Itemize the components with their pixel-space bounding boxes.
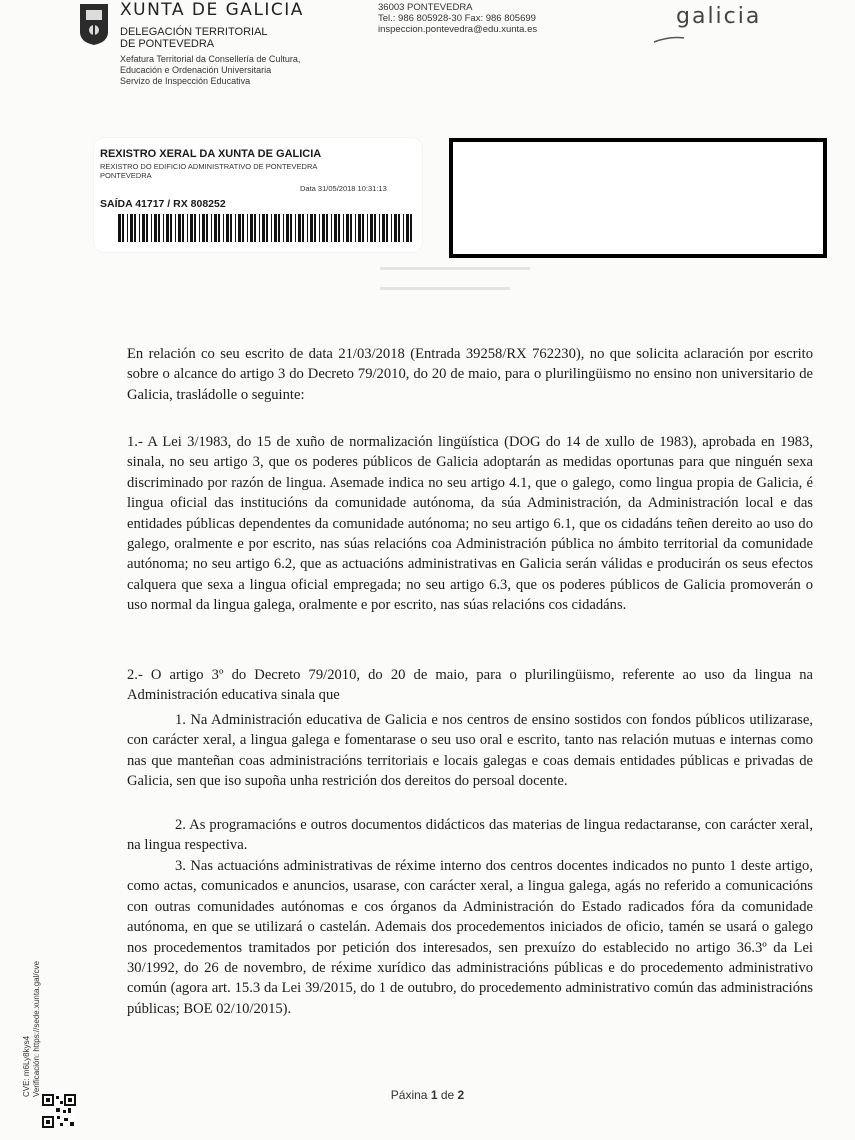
page-total: 2 (457, 1088, 465, 1102)
unit-line-1: Xefatura Territorial da Consellería de Cultura, (120, 54, 301, 64)
qr-code-icon (42, 1094, 76, 1128)
point-1-paragraph: 1.- A Lei 3/1983, do 15 de xuño de normalización lingüística (DOG do 14 de xullo de 1983), aprobada en 1983, sinala, no seu artigo 3, que os poderes públicos de Galicia adoptarán as medidas oportunas para que ninguén sexa discriminado por razón de lingua. Asemade indica no seu artigo 4.1, que o galego, como lingua propia de Galicia, é lingua oficial das institucións da comunidade autónoma, da súa Administración, da Administración local e das entidades públicas dependentes da comunidade autónoma; no seu artigo 6.1, que os cidadáns teñen dereito ao uso do galego, oralmente e por escrito, nas súas relacións coa Administración pública no ámbito territorial da comunidade autónoma; no seu artigo 6.2, que as actuacións administrativas en Galicia serán válidas e producirán os seus efectos calquera que sexa a lingua oficial empregada; no seu artigo 6.3, que os poderes públicos de Galicia promoverán o uso normal da lingua galega, oralmente e por escrito, nas súas relacións cos cidadáns. (127, 434, 813, 614)
page-of: de (440, 1088, 455, 1102)
page-current: 1 (430, 1088, 438, 1102)
unit-line-3: Servizo de Inspección Educativa (120, 76, 251, 86)
delegation-name (120, 26, 268, 50)
verification-url: Verificación: https://sede.xunta.gal/cve (32, 960, 41, 1097)
stamp-date: Data 31/05/2018 10:31:13 (300, 184, 387, 193)
page-number (0, 1088, 855, 1102)
stamp-code: SAÍDA 41717 / RX 808252 (100, 198, 226, 210)
verification-vertical-text (22, 937, 46, 1097)
org-title: XUNTA DE GALICIA (120, 0, 304, 20)
cve-code: CVE: m6Ly8kys4 (22, 1035, 31, 1097)
unit-line-2: Educación e Ordenación Universitaria (120, 65, 272, 75)
galicia-logo: galicia (676, 4, 762, 29)
article-3-item-1: 1. Na Administración educativa de Galicia e nos centros de ensino sostidos con fondos públicos utilizarase, con carácter xeral, a lingua galega e fomentarase o seu uso oral e escrito, tanto nas relación mutuas e internas como nas que manteñan coas administracións territoriais e locais galegas e coas demais entidades públicas e privadas de Galicia, sen que iso supoña unha restrición dos dereitos do persoal docente. (127, 712, 813, 790)
stamp-subtitle (100, 162, 400, 180)
address-email: inspeccion.pontevedra@edu.xunta.es (378, 24, 538, 35)
stamp-subtitle-line-2: PONTEVEDRA (100, 171, 152, 180)
article-3-item-2: 2. As programacións e outros documentos didácticos das materias de lingua redactaranse, con carácter xeral, na lingua respectiva. (127, 817, 813, 854)
unit-name (120, 54, 300, 87)
address-block (378, 2, 537, 35)
delegation-line-2: DE PONTEVEDRA (120, 38, 215, 50)
galicia-swoosh-icon (650, 22, 750, 46)
page-word: Páxina (390, 1088, 428, 1102)
redacted-recipient-box (449, 138, 827, 258)
article-3-item-3: 3. Nas actuacións administrativas de réxime interno dos centros docentes indicados no punto 1 deste artigo, como actas, comunicados e anuncios, usarase, con carácter xeral, a lingua galega, agás no referido a comunicacións con outras comunidades autónomas e cos órganos da Administración do Estado radicados fóra da comunidade autónoma, en que se utilizará o castelán. Ademais dos procedementos iniciados de oficio, tamén se usará o galego nos procedementos tramitados por petición dos interesados, sen prexuízo do establecido no artigo 36.3º da Lei 30/1992, do 26 de novembro, de réxime xurídico das administracións públicas e do procedemento administrativo común (agora art. 15.3 da Lei 39/2015, do 1 de outubro, do procedemento administrativo común das administracións públicas; BOE 02/10/2015). (127, 858, 813, 1017)
delegation-line-1: DELEGACIÓN TERRITORIAL (120, 26, 268, 38)
stamp-subtitle-line-1: REXISTRO DO EDIFICIO ADMINISTRATIVO DE PONTEVEDRA (100, 162, 318, 171)
barcode-icon (118, 214, 416, 242)
show-through-mark: ▬▬▬▬▬▬▬▬▬▬▬▬▬ (380, 282, 510, 293)
coat-of-arms-icon (78, 2, 110, 46)
point-2-paragraph: 2.- O artigo 3º do Decreto 79/2010, do 20 de maio, para o plurilingüismo, referente ao uso da lingua na Administración educativa sinala que (127, 667, 813, 704)
address-city: 36003 PONTEVEDRA (378, 2, 473, 13)
address-phone: Tel.: 986 805928-30 Fax: 986 805699 (378, 13, 536, 24)
stamp-title: REXISTRO XERAL DA XUNTA DE GALICIA (100, 148, 322, 160)
show-through-mark: ▬▬▬▬▬▬▬▬▬▬▬▬▬▬▬ (380, 262, 530, 273)
intro-paragraph: En relación co seu escrito de data 21/03/2018 (Entrada 39258/RX 762230), no que solicita aclaración por escrito sobre o alcance do artigo 3 do Decreto 79/2010, do 20 de maio, para o plurilingüismo no ensino non universitario de Galicia, trasládolle o seguinte: (127, 346, 813, 403)
